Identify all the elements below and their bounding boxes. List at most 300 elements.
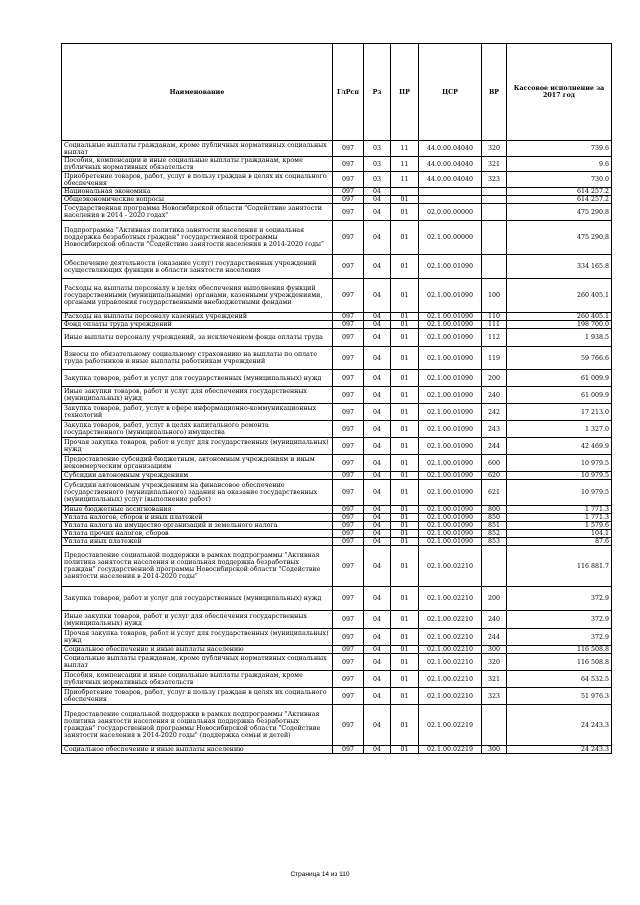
cell-rz: 03 (364, 141, 391, 157)
cell-name: Закупка товаров, работ, услуг в сфере информационно-коммуникационных технологий (62, 404, 333, 421)
cell-pr: 11 (391, 172, 419, 188)
table-row (62, 141, 612, 157)
table-row (62, 587, 612, 611)
cell-glrsp: 097 (333, 141, 364, 157)
cell-glrsp: 097 (333, 472, 364, 480)
cell-name: Приобретение товаров, работ, услуг в пользу граждан в целях их социального обеспечения (62, 688, 333, 705)
cell-vr: 620 (482, 472, 507, 480)
cell-rz: 04 (364, 705, 391, 746)
cell-amount: 260 405.1 (507, 313, 612, 321)
cell-amount: 475 290.8 (507, 221, 612, 255)
cell-glrsp: 097 (333, 221, 364, 255)
cell-csr: 02.1.00.01090 (419, 321, 482, 329)
cell-amount: 9.6 (507, 157, 612, 172)
cell-pr: 01 (391, 671, 419, 688)
cell-name: Расходы на выплаты персоналу казенных учреждений (62, 313, 333, 321)
cell-rz: 04 (364, 321, 391, 329)
header-rz: Рз (364, 44, 391, 141)
cell-csr: 02.1.00.01090 (419, 438, 482, 455)
cell-glrsp: 097 (333, 530, 364, 538)
cell-rz: 04 (364, 329, 391, 347)
cell-csr: 02.1.00.01090 (419, 279, 482, 313)
cell-name: Закупка товаров, работ и услуг для государственных (муниципальных) нужд (62, 370, 333, 387)
cell-rz: 04 (364, 404, 391, 421)
cell-pr: 01 (391, 654, 419, 671)
cell-pr: 01 (391, 421, 419, 438)
cell-pr: 01 (391, 196, 419, 204)
cell-vr: 119 (482, 347, 507, 370)
cell-glrsp: 097 (333, 321, 364, 329)
cell-glrsp: 097 (333, 387, 364, 404)
cell-amount: 17 213.0 (507, 404, 612, 421)
cell-csr: 02.1.00.02210 (419, 546, 482, 587)
table-row (62, 172, 612, 188)
cell-pr: 01 (391, 313, 419, 321)
cell-vr (482, 204, 507, 221)
cell-pr: 11 (391, 157, 419, 172)
cell-glrsp: 097 (333, 255, 364, 279)
cell-rz: 04 (364, 629, 391, 646)
cell-rz: 04 (364, 522, 391, 530)
table-row (62, 438, 612, 455)
header-name: Наименование (62, 44, 333, 141)
cell-pr: 01 (391, 629, 419, 646)
cell-name: Прочая закупка товаров, работ и услуг для государственных (муниципальных) нужд (62, 629, 333, 646)
cell-glrsp: 097 (333, 654, 364, 671)
cell-amount: 10 979.5 (507, 472, 612, 480)
cell-amount: 1 771.3 (507, 506, 612, 514)
cell-glrsp: 097 (333, 546, 364, 587)
cell-glrsp: 097 (333, 538, 364, 546)
cell-csr: 02.1.00.01090 (419, 387, 482, 404)
cell-pr: 01 (391, 255, 419, 279)
cell-vr: 852 (482, 530, 507, 538)
cell-amount: 1 771.3 (507, 514, 612, 522)
cell-vr: 200 (482, 587, 507, 611)
table-row (62, 188, 612, 196)
cell-amount: 64 532.5 (507, 671, 612, 688)
cell-glrsp: 097 (333, 646, 364, 654)
cell-rz: 04 (364, 530, 391, 538)
cell-pr: 01 (391, 387, 419, 404)
cell-csr: 02.1.00.01090 (419, 347, 482, 370)
table-row (62, 387, 612, 404)
header-glrsp: ГлРсп (333, 44, 364, 141)
cell-glrsp: 097 (333, 587, 364, 611)
cell-amount: 260 405.1 (507, 279, 612, 313)
cell-vr (482, 221, 507, 255)
cell-rz: 04 (364, 196, 391, 204)
cell-csr: 02.1.00.01090 (419, 313, 482, 321)
cell-csr: 02.1.00.01090 (419, 538, 482, 546)
cell-csr: 44.0.00.04040 (419, 141, 482, 157)
cell-pr: 01 (391, 538, 419, 546)
cell-vr: 851 (482, 522, 507, 530)
cell-glrsp: 097 (333, 172, 364, 188)
cell-vr: 244 (482, 629, 507, 646)
cell-amount: 116 881.7 (507, 546, 612, 587)
cell-amount: 372.9 (507, 611, 612, 629)
cell-amount: 10 979.5 (507, 480, 612, 506)
cell-rz: 04 (364, 654, 391, 671)
cell-name: Фонд оплаты труда учреждений (62, 321, 333, 329)
cell-pr: 01 (391, 506, 419, 514)
cell-glrsp: 097 (333, 196, 364, 204)
table-row (62, 514, 612, 522)
cell-vr: 243 (482, 421, 507, 438)
cell-glrsp: 097 (333, 347, 364, 370)
cell-amount: 61 009.9 (507, 370, 612, 387)
cell-name: Иные закупки товаров, работ и услуг для обеспечения государственных (муниципальных) нужд (62, 387, 333, 404)
cell-csr: 02.1.00.01090 (419, 480, 482, 506)
cell-csr: 02.1.00.01090 (419, 514, 482, 522)
cell-glrsp: 097 (333, 506, 364, 514)
cell-name: Уплата налога на имущество организаций и земельного налога (62, 522, 333, 530)
cell-amount: 24 243.3 (507, 705, 612, 746)
cell-vr: 240 (482, 387, 507, 404)
table-row (62, 538, 612, 546)
header-cash-execution: Кассовое исполнение за 2017 год (507, 44, 612, 141)
cell-csr: 02.1.00.02210 (419, 688, 482, 705)
cell-csr: 02.1.00.01090 (419, 404, 482, 421)
cell-rz: 04 (364, 688, 391, 705)
cell-csr: 02.1.00.01090 (419, 522, 482, 530)
cell-name: Закупка товаров, работ и услуг для государственных (муниципальных) нужд (62, 587, 333, 611)
cell-rz: 04 (364, 221, 391, 255)
cell-vr (482, 196, 507, 204)
table-row (62, 313, 612, 321)
cell-rz: 03 (364, 157, 391, 172)
cell-amount: 614 257.2 (507, 196, 612, 204)
cell-amount: 730.0 (507, 172, 612, 188)
cell-pr: 01 (391, 221, 419, 255)
cell-vr: 320 (482, 654, 507, 671)
cell-vr: 100 (482, 279, 507, 313)
cell-glrsp: 097 (333, 514, 364, 522)
cell-rz: 04 (364, 313, 391, 321)
cell-rz: 04 (364, 347, 391, 370)
cell-name: Уплата налогов, сборов и иных платежей (62, 514, 333, 522)
cell-pr: 01 (391, 279, 419, 313)
cell-rz: 04 (364, 646, 391, 654)
cell-name: Национальная экономика (62, 188, 333, 196)
cell-name: Закупка товаров, работ, услуг в целях капитального ремонта государственного (муниципального) имущества (62, 421, 333, 438)
cell-rz: 04 (364, 480, 391, 506)
cell-rz: 04 (364, 472, 391, 480)
cell-pr: 01 (391, 370, 419, 387)
cell-pr: 01 (391, 480, 419, 506)
cell-rz: 04 (364, 546, 391, 587)
cell-vr: 321 (482, 157, 507, 172)
cell-vr (482, 188, 507, 196)
cell-name: Социальные выплаты гражданам, кроме публичных нормативных социальных выплат (62, 141, 333, 157)
cell-pr: 01 (391, 438, 419, 455)
cell-csr: 02.1.00.02210 (419, 587, 482, 611)
cell-csr: 02.1.00.02219 (419, 746, 482, 754)
table-row (62, 480, 612, 506)
cell-vr: 323 (482, 172, 507, 188)
cell-amount: 24 243.3 (507, 746, 612, 754)
cell-glrsp: 097 (333, 480, 364, 506)
cell-pr: 01 (391, 688, 419, 705)
cell-name: Пособия, компенсации и иные социальные выплаты гражданам, кроме публичных нормативных обязательств (62, 671, 333, 688)
cell-name: Обеспечение деятельности (оказание услуг) государственных учреждений осуществляющих функции в области занятости населения (62, 255, 333, 279)
table-row (62, 321, 612, 329)
cell-pr: 11 (391, 141, 419, 157)
cell-glrsp: 097 (333, 370, 364, 387)
cell-csr: 02.1.00.01090 (419, 506, 482, 514)
cell-amount: 59 766.6 (507, 347, 612, 370)
cell-name: Субсидии автономным учреждениям на финансовое обеспечение государственного (муниципального) задания на оказание государственных (муниципальных) услуг (выполнение работ) (62, 480, 333, 506)
cell-rz: 04 (364, 538, 391, 546)
cell-vr: 111 (482, 321, 507, 329)
cell-csr: 02.0.00.00000 (419, 204, 482, 221)
cell-vr (482, 546, 507, 587)
cell-glrsp: 097 (333, 746, 364, 754)
cell-glrsp: 097 (333, 522, 364, 530)
cell-vr: 800 (482, 506, 507, 514)
cell-csr: 02.1.00.01090 (419, 329, 482, 347)
cell-rz: 04 (364, 370, 391, 387)
cell-glrsp: 097 (333, 404, 364, 421)
table-row (62, 629, 612, 646)
table-row (62, 688, 612, 705)
cell-pr: 01 (391, 530, 419, 538)
cell-amount: 739.6 (507, 141, 612, 157)
header-csr: ЦСР (419, 44, 482, 141)
cell-amount: 1 938.5 (507, 329, 612, 347)
cell-amount: 61 009.9 (507, 387, 612, 404)
table-row (62, 196, 612, 204)
cell-glrsp: 097 (333, 438, 364, 455)
cell-rz: 04 (364, 387, 391, 404)
cell-csr: 02.1.00.01090 (419, 255, 482, 279)
cell-name: Общеэкономические вопросы (62, 196, 333, 204)
cell-name: Иные выплаты персоналу учреждений, за исключением фонда оплаты труда (62, 329, 333, 347)
cell-csr: 02.1.00.02210 (419, 671, 482, 688)
cell-vr: 853 (482, 538, 507, 546)
cell-glrsp: 097 (333, 629, 364, 646)
cell-vr: 621 (482, 480, 507, 506)
cell-csr: 44.0.00.04040 (419, 157, 482, 172)
cell-glrsp: 097 (333, 705, 364, 746)
table-header-row (62, 44, 612, 141)
cell-amount: 87.6 (507, 538, 612, 546)
cell-amount: 51 976.3 (507, 688, 612, 705)
cell-rz: 04 (364, 438, 391, 455)
table-row (62, 370, 612, 387)
cell-csr: 02.1.00.02210 (419, 646, 482, 654)
cell-name: Взносы по обязательному социальному страхованию на выплаты по оплате труда работников и иные выплаты работникам учреждений (62, 347, 333, 370)
cell-vr (482, 705, 507, 746)
cell-glrsp: 097 (333, 279, 364, 313)
cell-csr: 02.1.00.02219 (419, 705, 482, 746)
cell-vr (482, 255, 507, 279)
cell-glrsp: 097 (333, 455, 364, 472)
cell-amount: 104.1 (507, 530, 612, 538)
cell-vr: 200 (482, 370, 507, 387)
budget-table-container (61, 43, 612, 754)
cell-csr (419, 188, 482, 196)
cell-csr: 02.1.00.01090 (419, 370, 482, 387)
table-body (62, 141, 612, 754)
cell-vr: 244 (482, 438, 507, 455)
cell-pr: 01 (391, 404, 419, 421)
table-row (62, 506, 612, 514)
cell-amount: 334 165.8 (507, 255, 612, 279)
cell-name: Прочая закупка товаров, работ и услуг для государственных (муниципальных) нужд (62, 438, 333, 455)
cell-name: Социальное обеспечение и иные выплаты населению (62, 646, 333, 654)
cell-pr: 01 (391, 646, 419, 654)
table-row (62, 705, 612, 746)
table-row (62, 522, 612, 530)
cell-amount: 116 508.8 (507, 646, 612, 654)
cell-name: Уплата прочих налогов, сборов (62, 530, 333, 538)
table-row (62, 746, 612, 754)
cell-name: Пособия, компенсации и иные социальные выплаты гражданам, кроме публичных нормативных обязательств (62, 157, 333, 172)
cell-vr: 110 (482, 313, 507, 321)
cell-name: Расходы на выплаты персоналу в целях обеспечения выполнения функций государственными (муниципальными) органами, казенными учреждениями, органами управления государственными внебюджетными фондами (62, 279, 333, 313)
table-row (62, 654, 612, 671)
cell-rz: 04 (364, 279, 391, 313)
cell-pr: 01 (391, 347, 419, 370)
cell-rz: 04 (364, 746, 391, 754)
table-row (62, 646, 612, 654)
header-pr: ПР (391, 44, 419, 141)
table-row (62, 221, 612, 255)
cell-rz: 04 (364, 455, 391, 472)
cell-pr: 01 (391, 514, 419, 522)
cell-name: Государственная программа Новосибирской области "Содействие занятости населения в 2014 - 2020 годах" (62, 204, 333, 221)
table-row (62, 404, 612, 421)
cell-name: Приобретение товаров, работ, услуг в пользу граждан в целях их социального обеспечения (62, 172, 333, 188)
cell-vr: 321 (482, 671, 507, 688)
cell-csr: 02.1.00.01090 (419, 472, 482, 480)
cell-pr (391, 188, 419, 196)
table-row (62, 472, 612, 480)
cell-vr: 112 (482, 329, 507, 347)
cell-amount: 1 579.6 (507, 522, 612, 530)
cell-name: Подпрограмма "Активная политика занятости населения и социальная поддержка безработных граждан" государственной программы Новосибирской области "Содействие занятости населения в 2014-2020 годы" (62, 221, 333, 255)
cell-amount: 116 508.8 (507, 654, 612, 671)
table-row (62, 530, 612, 538)
cell-vr: 850 (482, 514, 507, 522)
cell-name: Субсидии автономным учреждениям (62, 472, 333, 480)
table-row (62, 421, 612, 438)
cell-csr: 02.1.00.02210 (419, 629, 482, 646)
cell-glrsp: 097 (333, 421, 364, 438)
cell-rz: 04 (364, 506, 391, 514)
cell-pr: 01 (391, 522, 419, 530)
cell-amount: 372.9 (507, 629, 612, 646)
cell-rz: 04 (364, 671, 391, 688)
cell-pr: 01 (391, 329, 419, 347)
cell-glrsp: 097 (333, 688, 364, 705)
header-vr: ВР (482, 44, 507, 141)
cell-rz: 04 (364, 255, 391, 279)
cell-amount: 475 290.8 (507, 204, 612, 221)
cell-name: Иные закупки товаров, работ и услуг для обеспечения государственных (муниципальных) нужд (62, 611, 333, 629)
cell-vr: 323 (482, 688, 507, 705)
cell-rz: 04 (364, 204, 391, 221)
cell-glrsp: 097 (333, 157, 364, 172)
cell-amount: 1 327.0 (507, 421, 612, 438)
cell-glrsp: 097 (333, 313, 364, 321)
cell-vr: 300 (482, 646, 507, 654)
cell-rz: 04 (364, 188, 391, 196)
cell-rz: 03 (364, 172, 391, 188)
cell-name: Социальное обеспечение и иные выплаты населению (62, 746, 333, 754)
cell-amount: 372.9 (507, 587, 612, 611)
cell-glrsp: 097 (333, 204, 364, 221)
table-row (62, 157, 612, 172)
cell-name: Иные бюджетные ассигнования (62, 506, 333, 514)
table-row (62, 255, 612, 279)
budget-table (61, 43, 612, 754)
cell-csr: 02.1.00.02210 (419, 611, 482, 629)
cell-rz: 04 (364, 514, 391, 522)
table-row (62, 329, 612, 347)
cell-csr: 02.1.00.01090 (419, 530, 482, 538)
cell-amount: 198 700.0 (507, 321, 612, 329)
cell-pr: 01 (391, 746, 419, 754)
cell-name: Предоставление субсидий бюджетным, автономным учреждениям и иным некоммерческим организациям (62, 455, 333, 472)
cell-name: Социальные выплаты гражданам, кроме публичных нормативных социальных выплат (62, 654, 333, 671)
table-row (62, 546, 612, 587)
cell-vr: 242 (482, 404, 507, 421)
cell-rz: 04 (364, 611, 391, 629)
cell-csr: 02.1.00.00000 (419, 221, 482, 255)
cell-pr: 01 (391, 472, 419, 480)
table-row (62, 671, 612, 688)
table-row (62, 455, 612, 472)
cell-csr: 02.1.00.02210 (419, 654, 482, 671)
cell-vr: 320 (482, 141, 507, 157)
cell-glrsp: 097 (333, 671, 364, 688)
cell-pr: 01 (391, 321, 419, 329)
cell-csr (419, 196, 482, 204)
cell-rz: 04 (364, 421, 391, 438)
cell-pr: 01 (391, 611, 419, 629)
cell-csr: 44.0.00.04040 (419, 172, 482, 188)
cell-name: Предоставление социальной поддержки в рамках подпрограммы "Активная политика занятости населения и социальная поддержка безработных граждан" государственной программы Новосибирской области "Содействие занятости населения в 2014-2020 годы" (62, 546, 333, 587)
cell-glrsp: 097 (333, 329, 364, 347)
cell-pr: 01 (391, 705, 419, 746)
cell-name: Уплата иных платежей (62, 538, 333, 546)
cell-csr: 02.1.00.01090 (419, 455, 482, 472)
cell-amount: 10 979.5 (507, 455, 612, 472)
cell-vr: 240 (482, 611, 507, 629)
cell-pr: 01 (391, 587, 419, 611)
table-row (62, 347, 612, 370)
cell-glrsp: 097 (333, 611, 364, 629)
cell-pr: 01 (391, 204, 419, 221)
cell-csr: 02.1.00.01090 (419, 421, 482, 438)
cell-amount: 614 257.2 (507, 188, 612, 196)
table-row (62, 204, 612, 221)
cell-name: Предоставление социальной поддержки в рамках подпрограммы "Активная политика занятости населения и социальная поддержка безработных граждан" государственной программы Новосибирской области "Содействие занятости населения в 2014-2020 годы" (поддержка семьи и детей) (62, 705, 333, 746)
cell-pr: 01 (391, 546, 419, 587)
table-row (62, 611, 612, 629)
cell-amount: 42 469.9 (507, 438, 612, 455)
cell-rz: 04 (364, 587, 391, 611)
page-number: Страница 14 из 110 (290, 871, 350, 878)
cell-vr: 600 (482, 455, 507, 472)
cell-pr: 01 (391, 455, 419, 472)
cell-vr: 300 (482, 746, 507, 754)
cell-glrsp: 097 (333, 188, 364, 196)
table-row (62, 279, 612, 313)
